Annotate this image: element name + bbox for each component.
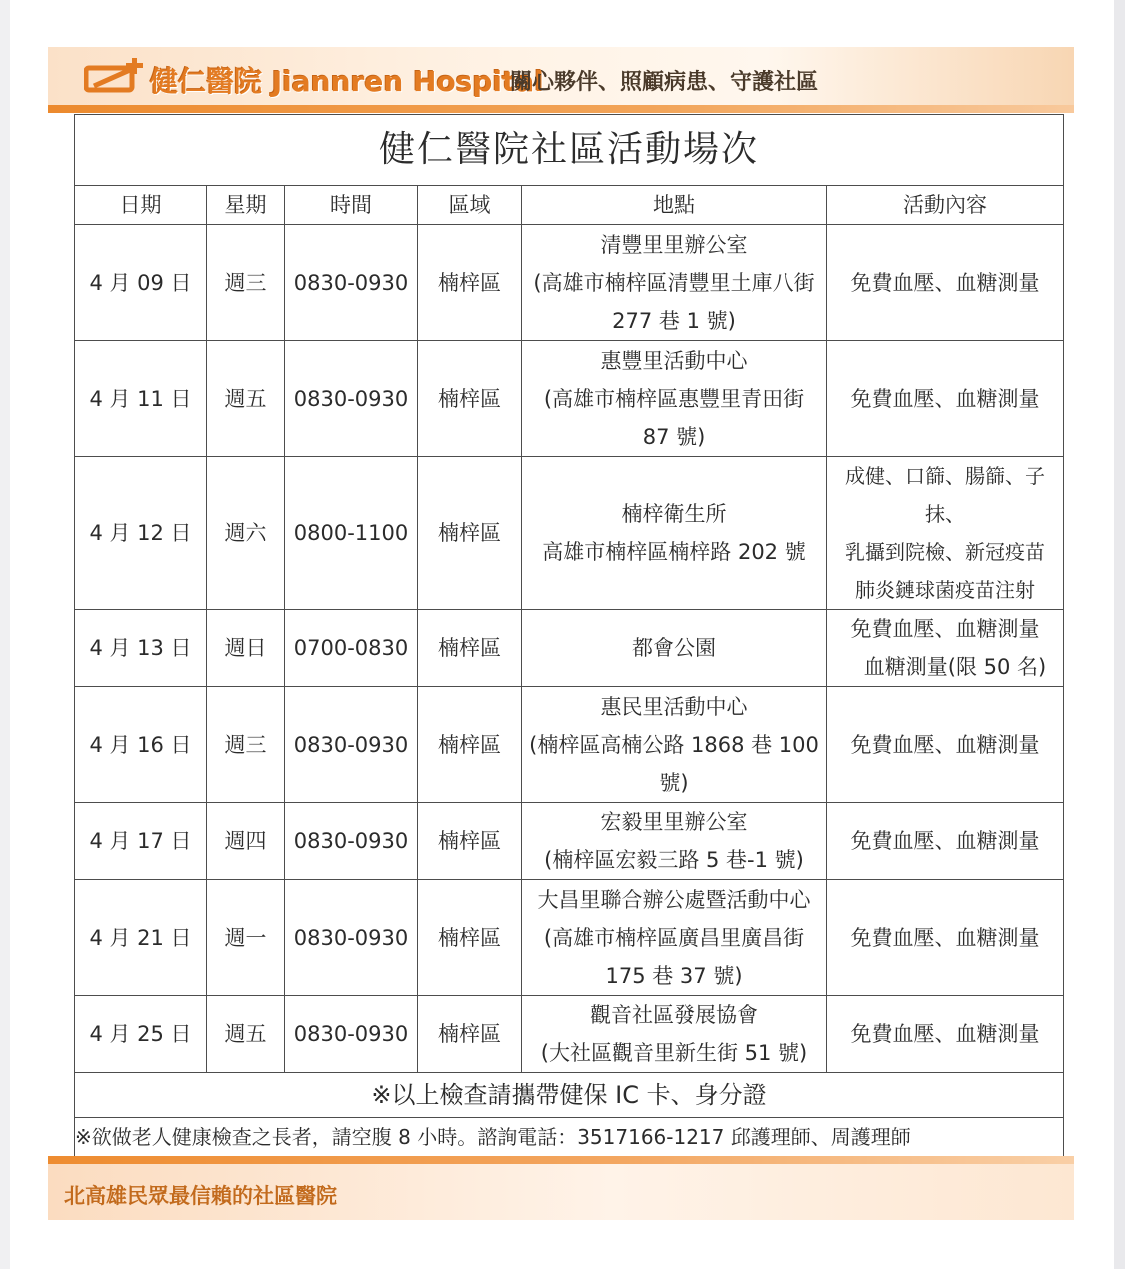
place-line: 87 號) <box>642 424 706 449</box>
table-row <box>75 687 1064 803</box>
weekday-cell: 週六 <box>207 457 285 610</box>
time-cell: 0830-0930 <box>285 996 418 1073</box>
place-cell <box>522 880 827 996</box>
activity-schedule-table <box>74 114 1064 1157</box>
elderly-checkup-note: ※欲做老人健康檢查之長者，請空腹 8 小時。諮詢電話：3517166-1217 邱護理師、周護理師 <box>75 1118 1064 1157</box>
place-line: 惠民里活動中心 <box>600 694 748 719</box>
place-line: (高雄市楠梓區清豐里土庫八街 <box>533 270 815 295</box>
activity-line: 肺炎鏈球菌疫苗注射 <box>855 578 1035 602</box>
table-row <box>75 610 1064 687</box>
column-header-place: 地點 <box>522 186 827 225</box>
place-line: 高雄市楠梓區楠梓路 202 號 <box>542 540 806 564</box>
activity-line: 免費血壓、血糖測量 <box>850 617 1040 641</box>
place-cell <box>522 803 827 880</box>
table-row <box>75 803 1064 880</box>
time-cell: 0830-0930 <box>285 687 418 803</box>
activity-cell <box>827 457 1064 610</box>
date-cell: 4 月 16 日 <box>75 687 207 803</box>
weekday-cell: 週四 <box>207 803 285 880</box>
area-cell: 楠梓區 <box>418 610 522 687</box>
activity-cell: 免費血壓、血糖測量 <box>827 225 1064 341</box>
place-line: 觀音社區發展協會 <box>590 1003 758 1027</box>
activity-line: 乳攝到院檢、新冠疫苗 <box>845 540 1045 564</box>
place-cell <box>522 341 827 457</box>
weekday-cell: 週一 <box>207 880 285 996</box>
date-cell: 4 月 25 日 <box>75 996 207 1073</box>
header-divider <box>48 105 1074 113</box>
activity-cell: 免費血壓、血糖測量 <box>827 880 1064 996</box>
area-cell: 楠梓區 <box>418 687 522 803</box>
place-line: (楠梓區高楠公路 1868 巷 100 <box>529 732 819 757</box>
place-line: 號) <box>659 770 689 795</box>
area-cell: 楠梓區 <box>418 225 522 341</box>
place-line: 175 巷 37 號) <box>605 963 743 988</box>
activity-cell <box>827 610 1064 687</box>
date-cell: 4 月 13 日 <box>75 610 207 687</box>
hospital-tagline: 關心夥伴、照顧病患、守護社區 <box>510 70 819 95</box>
time-cell: 0830-0930 <box>285 880 418 996</box>
activity-cell: 免費血壓、血糖測量 <box>827 803 1064 880</box>
area-cell: 楠梓區 <box>418 457 522 610</box>
schedule-title: 健仁醫院社區活動場次 <box>75 115 1064 186</box>
place-cell <box>522 225 827 341</box>
area-cell: 楠梓區 <box>418 803 522 880</box>
date-cell: 4 月 12 日 <box>75 457 207 610</box>
column-header-weekday: 星期 <box>207 186 285 225</box>
date-cell: 4 月 17 日 <box>75 803 207 880</box>
place-line: 清豐里里辦公室 <box>600 232 748 257</box>
weekday-cell: 週五 <box>207 341 285 457</box>
column-header-area: 區域 <box>418 186 522 225</box>
bring-id-note: ※以上檢查請攜帶健保 IC 卡、身分證 <box>75 1073 1064 1118</box>
place-line: 惠豐里活動中心 <box>600 348 748 373</box>
place-line: (高雄市楠梓區惠豐里青田街 <box>543 386 805 411</box>
place-line: (高雄市楠梓區廣昌里廣昌街 <box>543 925 805 950</box>
time-cell: 0830-0930 <box>285 225 418 341</box>
date-cell: 4 月 09 日 <box>75 225 207 341</box>
page-edge <box>1114 0 1125 1269</box>
place-cell <box>522 996 827 1073</box>
table-row <box>75 225 1064 341</box>
hospital-logo-icon <box>84 56 144 96</box>
time-cell: 0830-0930 <box>285 341 418 457</box>
table-row <box>75 880 1064 996</box>
place-cell <box>522 457 827 610</box>
table-row <box>75 457 1064 610</box>
activity-line: 成健、口篩、腸篩、子抹、 <box>845 464 1045 526</box>
place-line: 宏毅里里辦公室 <box>600 810 748 834</box>
table-row <box>75 996 1064 1073</box>
date-cell: 4 月 21 日 <box>75 880 207 996</box>
place-line: (大社區觀音里新生街 51 號) <box>540 1041 808 1065</box>
place-line: 大昌里聯合辦公處暨活動中心 <box>537 887 811 912</box>
weekday-cell: 週三 <box>207 687 285 803</box>
table-header-row <box>75 186 1064 225</box>
place-line: 277 巷 1 號) <box>612 308 736 333</box>
time-cell: 0800-1100 <box>285 457 418 610</box>
place-cell: 都會公園 <box>522 610 827 687</box>
place-line: 楠梓衛生所 <box>621 502 727 526</box>
time-cell: 0700-0830 <box>285 610 418 687</box>
footer-slogan: 北高雄民眾最信賴的社區醫院 <box>64 1184 337 1208</box>
time-cell: 0830-0930 <box>285 803 418 880</box>
date-cell: 4 月 11 日 <box>75 341 207 457</box>
activity-line: 血糖測量(限 50 名) <box>863 655 1047 679</box>
table-row <box>75 341 1064 457</box>
activity-cell: 免費血壓、血糖測量 <box>827 687 1064 803</box>
place-line: (楠梓區宏毅三路 5 巷-1 號) <box>544 848 804 872</box>
area-cell: 楠梓區 <box>418 341 522 457</box>
column-header-date: 日期 <box>75 186 207 225</box>
column-header-time: 時間 <box>285 186 418 225</box>
column-header-activity: 活動內容 <box>827 186 1064 225</box>
weekday-cell: 週三 <box>207 225 285 341</box>
place-cell <box>522 687 827 803</box>
weekday-cell: 週日 <box>207 610 285 687</box>
activity-cell: 免費血壓、血糖測量 <box>827 341 1064 457</box>
area-cell: 楠梓區 <box>418 880 522 996</box>
activity-cell: 免費血壓、血糖測量 <box>827 996 1064 1073</box>
area-cell: 楠梓區 <box>418 996 522 1073</box>
hospital-name: 健仁醫院 Jiannren Hospital <box>150 65 544 98</box>
weekday-cell: 週五 <box>207 996 285 1073</box>
